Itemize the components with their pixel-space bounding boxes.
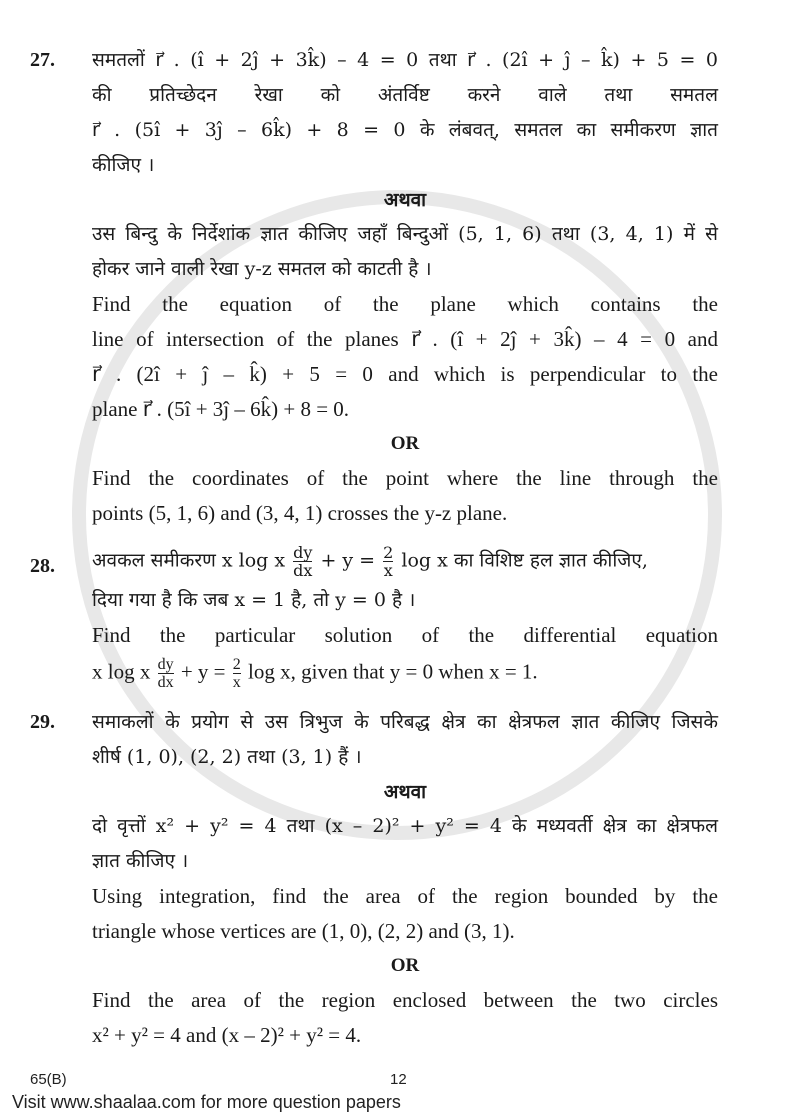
- q29-english-alt-line: x² + y² = 4 and (x – 2)² + y² = 4.: [92, 1023, 362, 1047]
- fraction-2-x: [383, 544, 393, 579]
- q28-english-equation-line: [92, 656, 718, 691]
- q28-hindi-line: दिया गया है कि जब x = 1 है, तो y = 0 है ।: [92, 589, 416, 611]
- q28-english-post: log x, given that y = 0 when x = 1.: [248, 659, 538, 684]
- q28-english-mid: + y =: [180, 659, 226, 684]
- or-heading-hindi: अथवा: [383, 189, 427, 211]
- q28-english-pre: x log x: [92, 659, 151, 684]
- q27-hindi-alt-line: होकर जाने वाली रेखा y-z समतल को काटती है ।: [92, 258, 432, 280]
- q27-english-alt-line: points (5, 1, 6) and (3, 4, 1) crosses the y-z plane.: [92, 501, 508, 525]
- denominator: dx: [157, 674, 174, 691]
- q28-hindi-post: log x का विशिष्ट हल ज्ञात कीजिए,: [401, 549, 648, 572]
- q27-english-line: line of intersection of the planes r⃗ . (î + 2ĵ + 3k̂) – 4 = 0 and: [92, 327, 718, 351]
- question-29: [30, 708, 718, 1056]
- or-heading: OR: [390, 955, 420, 976]
- q27-hindi-alt-line: उस बिन्दु के निर्देशांक ज्ञात कीजिए जहाँ बिन्दुओं (5, 1, 6) तथा (3, 4, 1) में से: [92, 223, 718, 245]
- denominator: x: [232, 674, 241, 691]
- q27-hindi-line: कीजिए ।: [92, 154, 155, 176]
- q29-hindi-alt-line: ज्ञात कीजिए ।: [92, 850, 189, 872]
- question-number: 29.: [30, 711, 55, 733]
- q27-english-line: r⃗ . (2î + ĵ – k̂) + 5 = 0 and which is perpendicular to the: [92, 362, 718, 386]
- q27-english-line: Find the equation of the plane which contains the: [92, 292, 718, 316]
- q28-hindi-equation-line: [92, 544, 718, 579]
- or-heading-hindi: अथवा: [383, 781, 427, 803]
- question-28: [30, 544, 718, 698]
- fraction-dy-dx: [293, 544, 312, 579]
- q28-english-line: Find the particular solution of the differential equation: [92, 623, 718, 647]
- q29-english-line: Using integration, find the area of the region bounded by the: [92, 884, 718, 908]
- denominator: dx: [293, 561, 313, 580]
- q27-hindi-line: r⃗ . (5î + 3ĵ – 6k̂) + 8 = 0 के लंबवत्, समतल का समीकरण ज्ञात: [92, 119, 718, 141]
- question-27: [30, 46, 718, 534]
- q28-hindi-mid: + y =: [320, 549, 376, 572]
- q29-hindi-line: समाकलों के प्रयोग से उस त्रिभुज के परिबद्ध क्षेत्र का क्षेत्रफल ज्ञात कीजिए जिसके: [92, 711, 718, 733]
- q29-hindi-line: शीर्ष (1, 0), (2, 2) तथा (3, 1) हैं ।: [92, 746, 362, 768]
- q29-english-line: triangle whose vertices are (1, 0), (2, 2) and (3, 1).: [92, 919, 515, 943]
- numerator: dy: [157, 656, 174, 673]
- question-number: 27.: [30, 49, 55, 71]
- q27-english-alt-line: Find the coordinates of the point where the line through the: [92, 466, 718, 490]
- numerator: 2: [383, 543, 394, 562]
- page-footer: [0, 1070, 800, 1120]
- page-number: 12: [390, 1071, 407, 1088]
- question-number: 28.: [30, 555, 55, 577]
- fraction-2-x: [233, 656, 241, 691]
- q28-hindi-pre: अवकल समीकरण x log x: [92, 549, 286, 572]
- paper-code: 65(B): [30, 1071, 67, 1088]
- or-heading: OR: [390, 433, 420, 454]
- q29-hindi-alt-line: दो वृत्तों x² + y² = 4 तथा (x – 2)² + y² = 4 के मध्यवर्ती क्षेत्र का क्षेत्रफल: [92, 815, 718, 837]
- fraction-dy-dx: [158, 656, 174, 691]
- q27-hindi-line: समतलों r⃗ . (î + 2ĵ + 3k̂) – 4 = 0 तथा r⃗ . (2î + ĵ – k̂) + 5 = 0: [92, 49, 718, 71]
- footer-visit-link[interactable]: Visit www.shaalaa.com for more question papers: [12, 1092, 401, 1112]
- numerator: dy: [293, 543, 313, 562]
- numerator: 2: [232, 656, 241, 673]
- q29-english-alt-line: Find the area of the region enclosed between the two circles: [92, 988, 718, 1012]
- q27-hindi-line: की प्रतिच्छेदन रेखा को अंतर्विष्ट करने वाले तथा समतल: [92, 84, 718, 106]
- denominator: x: [383, 561, 393, 580]
- q27-english-line: plane r⃗ . (5î + 3ĵ – 6k̂) + 8 = 0.: [92, 397, 350, 421]
